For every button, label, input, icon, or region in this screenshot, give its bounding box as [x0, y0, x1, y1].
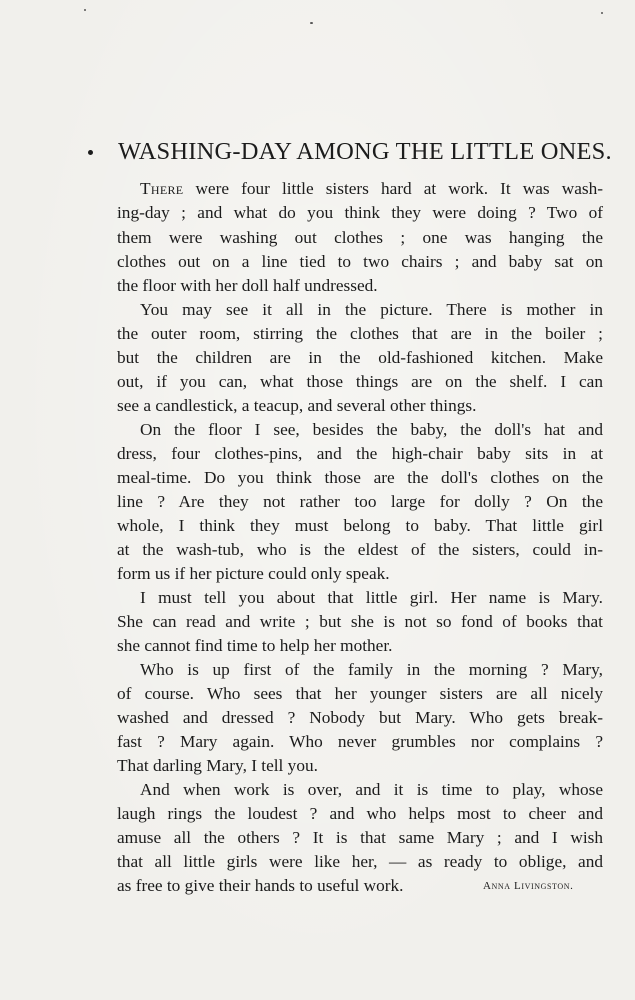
title-bullet-mark — [88, 150, 93, 155]
print-speck — [310, 22, 313, 24]
text-line: amuse all the others ? It is that same Mary ; and I wish — [117, 828, 603, 847]
text-line: the floor with her doll half undressed. — [117, 276, 378, 295]
text-line: form us if her picture could only speak. — [117, 564, 390, 583]
text-line: out, if you can, what those things are on the shelf. I can — [117, 372, 603, 391]
text-line: ing-day ; and what do you think they were doing ? Two of — [117, 203, 603, 222]
print-speck — [601, 12, 603, 14]
print-speck — [84, 9, 86, 11]
text-line: dress, four clothes-pins, and the high-chair baby sits in at — [117, 444, 603, 463]
text-line: She can read and write ; but she is not so fond of books that — [117, 612, 603, 631]
text-line: as free to give their hands to useful work. — [117, 876, 404, 895]
author-signature: Anna Livingston. — [483, 880, 574, 892]
text-line: she cannot find time to help her mother. — [117, 636, 393, 655]
text-line: at the wash-tub, who is the eldest of the sisters, could in- — [117, 540, 603, 559]
text-line: And when work is over, and it is time to play, whose — [140, 780, 603, 799]
text-line: whole, I think they must belong to baby. That little girl — [117, 516, 603, 535]
text-line: meal-time. Do you think those are the doll's clothes on the — [117, 468, 603, 487]
text-line: them were washing out clothes ; one was hanging the — [117, 228, 603, 247]
text-line: of course. Who sees that her younger sisters are all nicely — [117, 684, 603, 703]
text-line: laugh rings the loudest ? and who helps most to cheer and — [117, 804, 603, 823]
text-line: the outer room, stirring the clothes that are in the boiler ; — [117, 324, 603, 343]
text-line: that all little girls were like her, — as ready to oblige, and — [117, 852, 603, 871]
article-title: WASHING-DAY AMONG THE LITTLE ONES. — [118, 138, 612, 165]
text-line: That darling Mary, I tell you. — [117, 756, 318, 775]
text-line: but the children are in the old-fashioned kitchen. Make — [117, 348, 603, 367]
text-line: clothes out on a line tied to two chairs ; and baby sat on — [117, 252, 603, 271]
drop-word: There — [140, 179, 184, 198]
text-line: On the floor I see, besides the baby, the doll's hat and — [140, 420, 603, 439]
text-line: washed and dressed ? Nobody but Mary. Who gets break- — [117, 708, 603, 727]
text-line: I must tell you about that little girl. Her name is Mary. — [140, 588, 603, 607]
text-line: line ? Are they not rather too large for dolly ? On the — [117, 492, 603, 511]
text-line: fast ? Mary again. Who never grumbles nor complains ? — [117, 732, 603, 751]
text-line: see a candlestick, a teacup, and several other things. — [117, 396, 477, 415]
text-line: There were four little sisters hard at work. It was wash- — [140, 179, 603, 198]
text-line: Who is up first of the family in the morning ? Mary, — [140, 660, 603, 679]
text-line: You may see it all in the picture. There is mother in — [140, 300, 603, 319]
